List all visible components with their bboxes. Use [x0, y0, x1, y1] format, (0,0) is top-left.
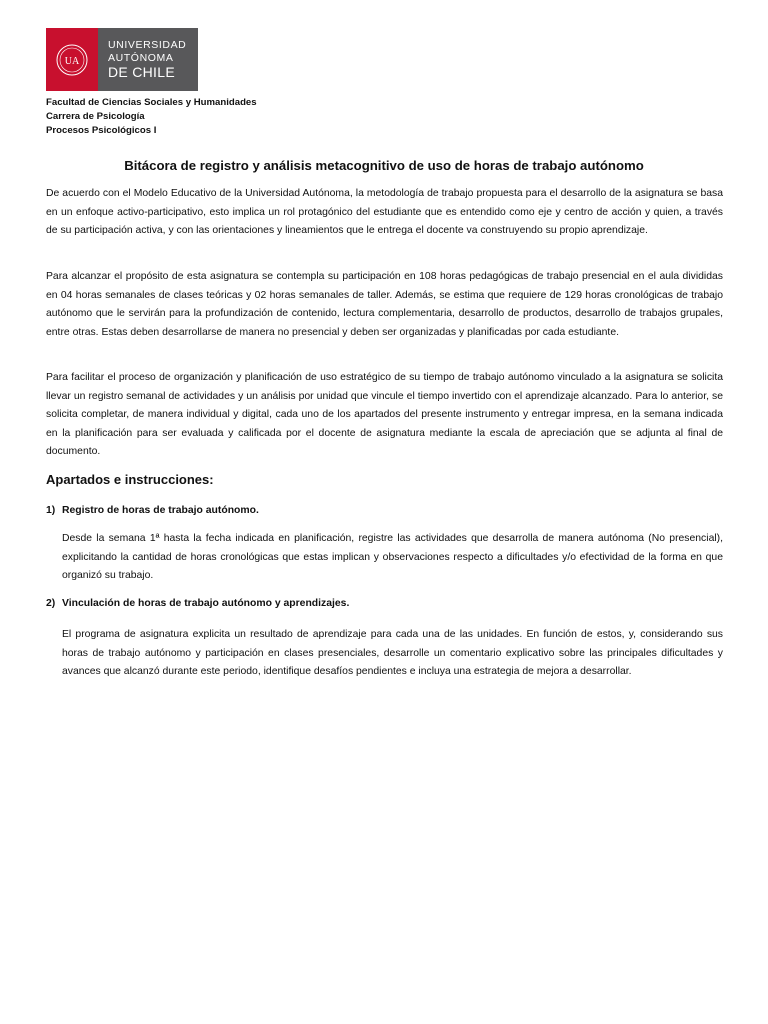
paragraph-2: Para alcanzar el propósito de esta asignatura se contempla su participación en 108 horas pedagógicas de trabajo presencial en el aula divididas en 04 horas semanales de clases teóricas y 02 horas semanales de taller. Además, se estima que requiere de 129 horas cronológicas de trabajo autónomo que le servirán para la profundización de contenido, lectura complementaria, desarrollo de productos, desarrollo de trabajos grupales, entre otras. Estas deben desarrollarse de manera no presencial y deben ser organizadas y planificadas por cada estudiante.: [46, 271, 723, 338]
item-2-title: [46, 598, 349, 609]
logo-line-3: DE CHILE: [108, 64, 175, 80]
item-1-text: Desde la semana 1ª hasta la fecha indicada en planificación, registre las actividades que desarrolla de manera autónoma (No presencial), explicitando la cantidad de horas cronológicas que estas implican y observaciones respecto a dificultades y/o efectividad de la forma en que organizó su trabajo.: [62, 533, 723, 582]
item-1-number: 1): [46, 505, 56, 516]
item-2-text: El programa de asignatura explicita un resultado de aprendizaje para cada una de las unidades. En función de estos, y, considerando sus horas de trabajo autónomo y participación en clases presenciales, desarrolle un comentario explicativo sobre las principales dificultades y avances que alcanzó durante este periodo, identifique desafíos pendientes e incluya una estrategia de mejora a desarrollar.: [62, 629, 723, 678]
item-2-heading: Vinculación de horas de trabajo autónomo y aprendizajes.: [62, 598, 350, 609]
item-2-number: 2): [46, 598, 56, 609]
item-1-heading: Registro de horas de trabajo autónomo.: [62, 505, 259, 516]
paragraph-1: De acuerdo con el Modelo Educativo de la Universidad Autónoma, la metodología de trabajo propuesta para el desarrollo de la asignatura se basa en un enfoque activo-participativo, esto implica un rol protagónico del estudiante que es entendido como eje y centro de acción y quien, a través de su participación activa, y con las orientaciones y lineamientos que le entrega el docente va construyendo su propio aprendizaje.: [46, 188, 723, 237]
university-logo: [46, 28, 198, 91]
course-line: Procesos Psicológicos I: [46, 125, 157, 136]
item-1-title: [46, 505, 259, 516]
document-title: Bitácora de registro y análisis metacognitivo de uso de horas de trabajo autónomo: [124, 158, 644, 173]
logo-line-1: UNIVERSIDAD: [108, 39, 187, 51]
faculty-line: Facultad de Ciencias Sociales y Humanidades: [46, 97, 257, 108]
logo-seal-block: [46, 28, 98, 91]
seal-icon: [55, 43, 89, 77]
logo-wordmark: [98, 28, 198, 91]
career-line: Carrera de Psicología: [46, 111, 145, 122]
section-heading: Apartados e instrucciones:: [46, 472, 214, 487]
paragraph-3: Para facilitar el proceso de organización y planificación de uso estratégico de su tiempo de trabajo autónomo vinculado a la asignatura se solicita llevar un registro semanal de actividades y un análisis por unidad que vincule el tiempo invertido con el aprendizaje alcanzado. Para lo anterior, se solicita completar, de manera individual y digital, cada uno de los apartados del presente instrumento y entregar impresa, en la semana indicada en la planificación para ser evaluada y calificada por el docente de asignatura mediante la escala de apreciación que se adjunta al final de documento.: [46, 372, 723, 458]
document-header: [46, 96, 257, 138]
seal-text: UA: [64, 55, 80, 67]
logo-line-2: AUTÓNOMA: [108, 51, 174, 64]
